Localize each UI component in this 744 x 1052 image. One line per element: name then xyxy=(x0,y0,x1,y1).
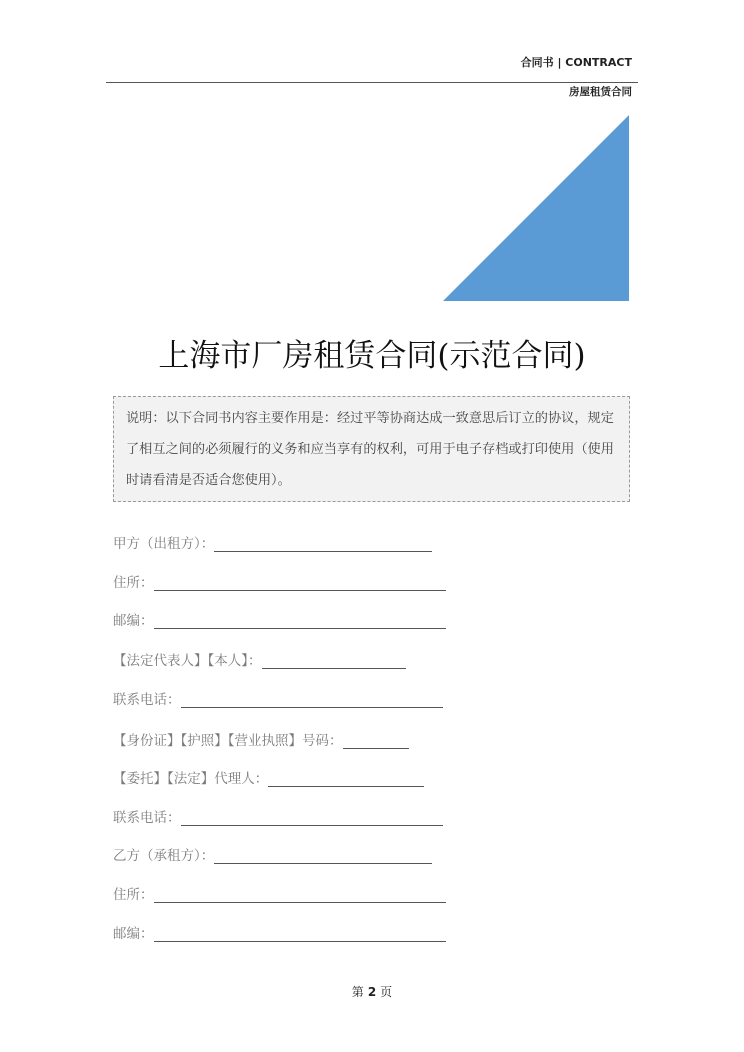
notice-box: 说明：以下合同书内容主要作用是：经过平等协商达成一致意思后订立的协议，规定了相互之间的必须履行的义务和应当享有的权利，可用于电子存档或打印使用（使用时请看清是否适合您使用）。 xyxy=(113,396,630,502)
fill-in-blank[interactable] xyxy=(154,886,446,903)
fill-in-blank[interactable] xyxy=(214,535,432,552)
field-label: 【委托】【法定】代理人： xyxy=(113,771,269,787)
document-title: 上海市厂房租赁合同(示范合同) xyxy=(158,338,586,374)
fill-in-blank[interactable] xyxy=(268,770,424,787)
field-label: 邮编： xyxy=(113,926,154,942)
blue-triangle-decoration xyxy=(443,115,629,301)
field-postcode-b xyxy=(113,923,446,945)
field-label: 住所： xyxy=(113,575,154,591)
page-footer xyxy=(0,983,744,1000)
fill-in-blank[interactable] xyxy=(154,574,446,591)
field-address-b xyxy=(113,884,446,906)
fill-in-blank[interactable] xyxy=(181,691,443,708)
fill-in-blank[interactable] xyxy=(154,925,446,942)
footer-suffix: 页 xyxy=(380,985,393,999)
field-address-a xyxy=(113,572,446,594)
fill-in-blank[interactable] xyxy=(154,612,446,629)
field-label: 【法定代表人】【本人】： xyxy=(113,653,262,669)
header-subtitle: 房屋租赁合同 xyxy=(569,86,632,98)
field-legal-rep xyxy=(113,650,406,672)
fill-in-blank[interactable] xyxy=(343,732,409,749)
field-label: 邮编： xyxy=(113,613,154,629)
field-label: 联系电话： xyxy=(113,692,181,708)
field-party-b xyxy=(113,845,432,867)
field-label: 【身份证】【护照】【营业执照】号码： xyxy=(113,733,343,749)
field-label: 联系电话： xyxy=(113,810,181,826)
field-agent xyxy=(113,768,424,790)
footer-prefix: 第 xyxy=(351,985,364,999)
field-party-a xyxy=(113,533,432,555)
fill-in-blank[interactable] xyxy=(262,652,406,669)
fill-in-blank[interactable] xyxy=(181,809,443,826)
header-doc-type: 合同书 | CONTRACT xyxy=(520,56,632,69)
field-postcode-a xyxy=(113,610,446,632)
page-number: 2 xyxy=(367,985,377,999)
field-phone-a xyxy=(113,689,443,711)
field-label: 乙方（承租方）： xyxy=(113,848,215,864)
field-label: 住所： xyxy=(113,887,154,903)
header-divider xyxy=(106,82,638,83)
field-id-number xyxy=(113,730,409,752)
fill-in-blank[interactable] xyxy=(214,847,432,864)
field-label: 甲方（出租方）： xyxy=(113,536,215,552)
field-phone-agent xyxy=(113,807,443,829)
